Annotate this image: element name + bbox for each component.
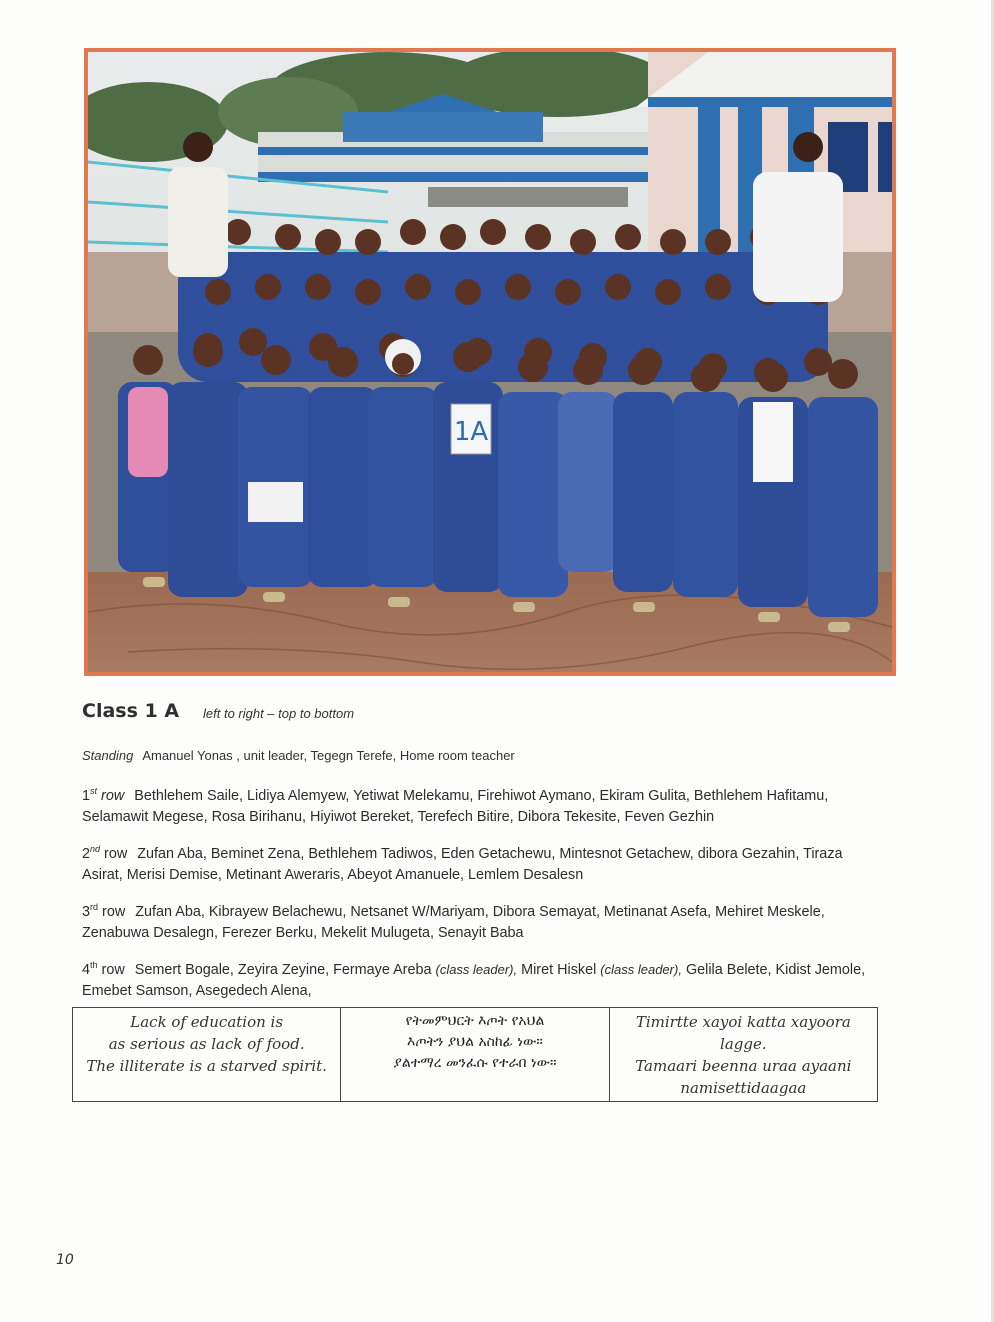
proverb-amharic (341, 1008, 609, 1102)
class-sign (451, 404, 491, 454)
proverb-amharic-line-3: ያልተማረ መንፈሱ የተራበ ነው። (393, 1055, 557, 1071)
class-photo (84, 48, 896, 676)
row-1-word: row (101, 787, 125, 804)
proverb-english-line-2: as serious as lack of food. (108, 1035, 305, 1053)
children-front (118, 382, 878, 617)
row-2-paragraph (82, 839, 872, 886)
row-3-suffix: rd (90, 902, 99, 912)
row-3-word: row (102, 903, 126, 920)
proverb-amharic-line-1: የትመምህርት እጦት የአህል (405, 1013, 545, 1029)
row-4-word: row (101, 961, 125, 978)
row-4-names-c: Gelila Belete, Kidist Jemole, Emebet Samson, Asegedech Alena, (82, 961, 866, 999)
row-1-paragraph (82, 781, 872, 828)
proverbs-table (72, 1007, 878, 1102)
row-1-number: 1 (82, 787, 91, 804)
proverb-oromo-line-1: Timirtte xayoi katta xayoora lagge. (635, 1013, 851, 1053)
row-2-word: row (104, 845, 128, 862)
row-4-note-b: (class leader), (600, 961, 682, 977)
row-1-suffix: st (90, 786, 98, 796)
row-3-paragraph (82, 897, 872, 944)
row-2-names: Zufan Aba, Beminet Zena, Bethlehem Tadiwos, Eden Getachewu, Mintesnot Getachew, dibora Gezahin, Tiraza Asirat, Merisi Demise, Metinant Aweraris, Abeyot Amanuele, Lemlem Desalesn (82, 845, 843, 883)
proverb-english (73, 1008, 341, 1102)
row-4-note-a: (class leader), (435, 961, 518, 977)
proverb-amharic-line-2: እጦትን ያህል አስከፊ ነው። (407, 1034, 543, 1050)
row-4-names-a: Semert Bogale, Zeyira Zeyine, Fermaye Areba (134, 961, 432, 978)
row-2-number: 2 (82, 845, 91, 862)
standing-label: Standing (82, 748, 134, 763)
proverb-oromo (609, 1008, 877, 1102)
class-title: Class 1 A (82, 700, 180, 722)
class-sign-text: 1A (453, 417, 489, 447)
row-4-suffix: th (90, 960, 98, 970)
row-3-names: Zufan Aba, Kibrayew Belachewu, Netsanet W/Mariyam, Dibora Semayat, Metinanat Asefa, Mehiret Meskele, Zenabuwa Desalegn, Ferezer Berku, Mekelit Mulugeta, Senayit Baba (82, 903, 825, 941)
proverb-english-line-1: Lack of education is (130, 1013, 284, 1031)
proverb-english-line-3: The illiterate is a starved spirit. (86, 1057, 327, 1075)
row-1-names: Bethlehem Saile, Lidiya Alemyew, Yetiwat Melekamu, Firehiwot Aymano, Ekiram Gulita, Bethlehem Hafitamu, Selamawit Megese, Rosa Birihanu, Hiyiwot Bereket, Terefech Bitire, Dibora Tekesite, Feven Gezhin (82, 787, 829, 825)
row-4-number: 4 (82, 961, 91, 978)
class-subtitle: left to right – top to bottom (203, 706, 355, 721)
standing-names: Amanuel Yonas , unit leader, Tegegn Terefe, Home room teacher (142, 748, 515, 763)
row-4-paragraph (82, 955, 872, 1002)
row-2-suffix: nd (90, 844, 101, 854)
proverb-oromo-line-2: Tamaari beenna uraa ayaani (635, 1057, 852, 1075)
row-4-names-b: Miret Hiskel (521, 961, 597, 978)
row-3-number: 3 (82, 903, 91, 920)
proverb-oromo-line-3: namisettidaagaa (680, 1079, 807, 1097)
standing-line (82, 748, 882, 763)
page-number: 10 (56, 1252, 74, 1268)
